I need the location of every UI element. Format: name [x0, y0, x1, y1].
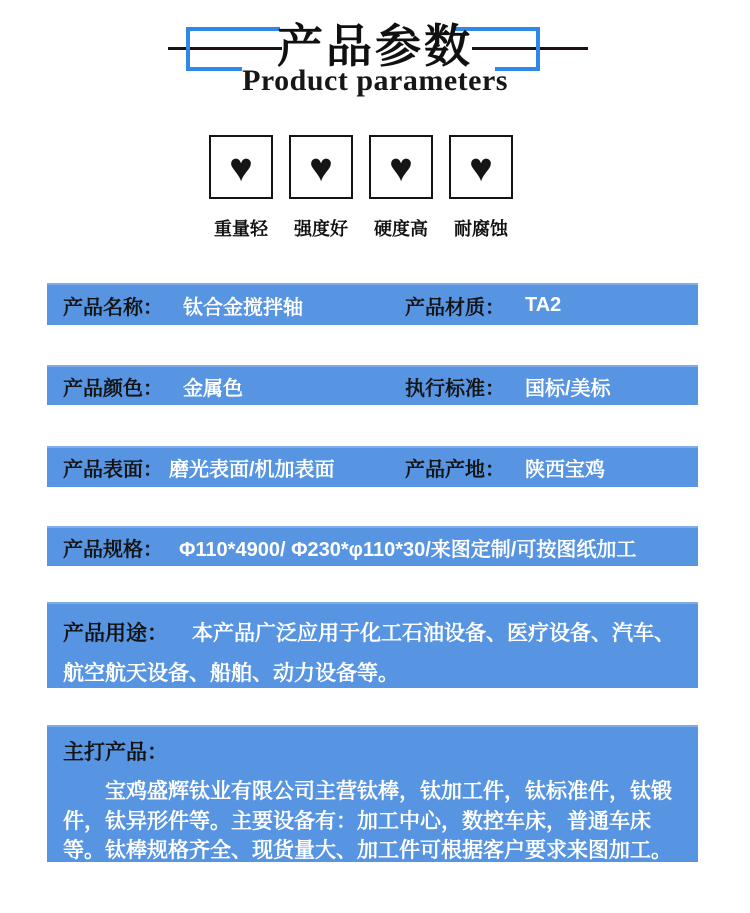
page-subtitle: Product parameters	[242, 64, 508, 97]
spec-label: 执行标准：	[405, 377, 505, 400]
spec-value: 钛合金搅拌轴	[183, 296, 303, 319]
spec-cell-material	[405, 291, 698, 320]
spec-row-usage	[47, 602, 698, 688]
feature-label: 重量轻	[214, 219, 268, 239]
spec-cell-standard	[405, 372, 698, 401]
feature-box	[369, 135, 433, 199]
spec-row-surface-origin	[47, 446, 698, 487]
spec-value: 本产品广泛应用于化工石油设备、医疗设备、汽车、航空航天设备、船舶、动力设备等。	[63, 622, 675, 685]
spec-cell-product-name	[63, 291, 405, 320]
spec-value: 金属色	[183, 377, 243, 400]
feature-box	[289, 135, 353, 199]
spec-label: 产品表面：	[63, 459, 163, 481]
heart-icon: ♥	[309, 146, 333, 190]
feature-label: 强度好	[294, 219, 348, 239]
feature-item	[449, 135, 513, 241]
feature-label: 硬度高	[374, 219, 428, 239]
heart-icon: ♥	[469, 146, 493, 190]
spec-row-specification	[47, 526, 698, 566]
spec-row-main-products	[47, 725, 698, 862]
spec-value: Φ110*4900/ Φ230*φ110*30/来图定制/可按图纸加工	[179, 538, 637, 561]
spec-value: 磨光表面/机加表面	[169, 459, 335, 481]
usage-paragraph	[47, 604, 698, 702]
heart-icon: ♥	[229, 146, 253, 190]
spec-row-color-standard	[47, 365, 698, 405]
spec-label: 产品材质：	[405, 296, 505, 319]
spec-cell-surface	[63, 453, 405, 482]
spec-value: 国标/美标	[525, 377, 611, 400]
feature-item	[209, 135, 273, 241]
spec-label: 产品规格：	[63, 538, 163, 561]
feature-label: 耐腐蚀	[454, 219, 508, 239]
spec-label: 产品用途：	[63, 622, 168, 645]
spec-cell-origin	[405, 453, 698, 482]
spec-label: 产品颜色：	[63, 377, 163, 400]
heart-icon: ♥	[389, 146, 413, 190]
spec-value: TA2	[525, 293, 562, 316]
spec-label: 产品产地：	[405, 459, 505, 481]
feature-item	[369, 135, 433, 241]
spec-row-name-material	[47, 283, 698, 325]
spec-label: 主打产品：	[63, 741, 168, 764]
feature-icon-row	[0, 135, 736, 241]
spec-label: 产品名称：	[63, 296, 163, 319]
page-title: 产品参数	[277, 20, 473, 72]
spec-cell-color	[63, 372, 405, 401]
spec-value: 宝鸡盛辉钛业有限公司主营钛棒，钛加工件，钛标准件，钛锻件，钛异形件等。主要设备有：加工中心，数控车床，普通车床等。钛棒规格齐全、现货量大、加工件可根据客户要求来图加工。	[63, 780, 672, 862]
feature-box	[209, 135, 273, 199]
spec-value: 陕西宝鸡	[525, 459, 605, 481]
feature-box	[449, 135, 513, 199]
feature-item	[289, 135, 353, 241]
